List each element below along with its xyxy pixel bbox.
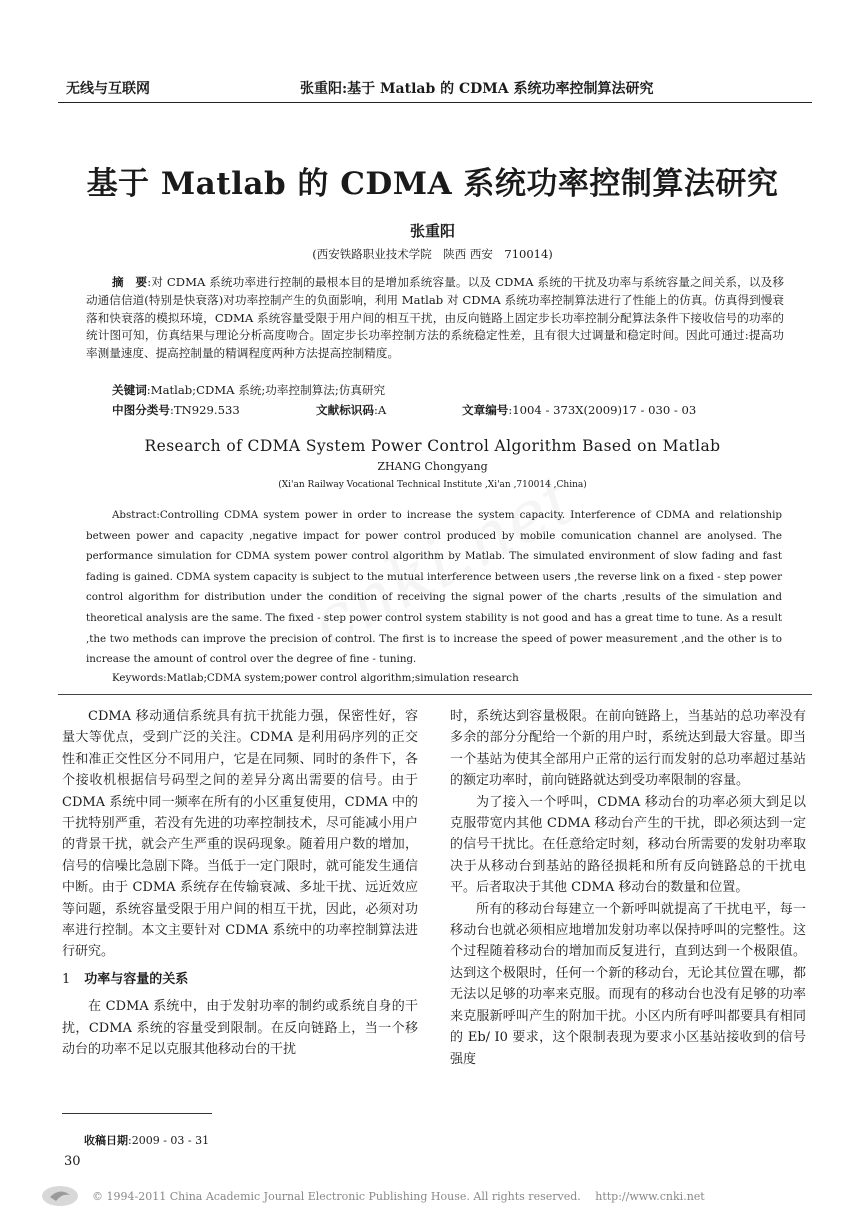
- received-date-label: 收稿日期: [84, 1134, 128, 1147]
- page-number: 30: [64, 1154, 81, 1169]
- body-paragraph: 在 CDMA 系统中，由于发射功率的制约或系统自身的干扰，CDMA 系统的容量受到限制。在反向链路上，当一个移动台的功率不足以克服其他移动台的干扰: [62, 999, 418, 1058]
- body-divider: [58, 694, 812, 695]
- author-name: 张重阳: [409, 222, 455, 240]
- abstract-english: Abstract:Controlling CDMA system power in order to increase the system capacity. Interference of CDMA and relationship between power and capacity ,negative impact for power control produced by mobile comunication channel are anolysed. The performance simulation for CDMA system power control algorithm by Matlab. The simulated environment of slow fading and fast fading is gained. CDMA system capacity is subject to the mutual interference between users ,the reverse link on a fixed - step power control algorithm for distribution under the condition of receiving the signal power of the charts ,results of the simulation and theoretical analysis are the same. The fixed - step power control system stability is not good and has a great time to tune. As a result ,the two methods can improve the precision of control. The first is to increase the speed of power measurement ,and the other is to increase the amount of control over the degree of fine - tuning.: [86, 509, 782, 666]
- running-title: 张重阳:基于 Matlab 的 CDMA 系统功率控制算法研究: [300, 81, 654, 97]
- abstract-chinese: [86, 274, 784, 363]
- body-paragraph: 为了接入一个呼叫，CDMA 移动台的功率必须大到足以克服带宽内其他 CDMA 移动台产生的干扰，即必须达到一定的信号干扰比。在任意给定时刻，移动台所需要的发射功率取决于从移动台到基站的路径损耗和所有反向链路总的干扰电平。后者取决于其他 CDMA 移动台的数量和位置。: [450, 794, 806, 896]
- keywords-cn-label: 关键词: [112, 383, 147, 397]
- classification-label: 中图分类号: [112, 403, 170, 417]
- article-number: [462, 402, 696, 418]
- footnote-divider: [62, 1113, 212, 1114]
- keywords-chinese: [112, 382, 385, 398]
- doc-code-label: 文献标识码: [316, 403, 374, 417]
- body-paragraph: 所有的移动台每建立一个新呼叫就提高了干扰电平，每一移动台也就必须相应地增加发射功率以保持呼叫的完整性。这个过程随着移动台的增加而反复进行，直到达到一个极限值。达到这个极限时，任何一个新的移动台，无论其位置在哪，都无法以足够的功率来克服。而现有的移动台也没有足够的功率来克服新呼叫产生的附加干扰。小区内所有呼叫都要具有相同的 Eb/ I0 要求，这个限制表现为要求小区基站接收到的信号强度: [450, 901, 806, 1067]
- paper-title: 基于 Matlab 的 CDMA 系统功率控制算法研究: [86, 166, 779, 202]
- abstract-cn-label: 摘 要: [112, 275, 148, 289]
- keywords-english: Keywords:Matlab;CDMA system;power control algorithm;simulation research: [112, 672, 519, 684]
- abstract-cn-text: :对 CDMA 系统功率进行控制的最根本目的是增加系统容量。以及 CDMA 系统的干扰及功率与系统容量之间关系，以及移动通信信道(特别是快衰落)对功率控制产生的负面影响，利用 Matlab 对 CDMA 系统功率控制算法进行了性能上的仿真。仿真得到慢衰落和快衰落的模拟环境，CDMA 系统容量受限于用户间的相互干扰，由反向链路上固定步长功率控制分配算法条件下接收信号的功率的统计图可知，仿真结果与理论分析高度吻合。固定步长功率控制方法的系统稳定性差，且有很大过调量和稳定时间。因此可通过:提高功率测量速度、提高控制量的精调程度两种方法提高控制精度。: [86, 275, 784, 361]
- received-date: [84, 1132, 209, 1148]
- keywords-cn-text: :Matlab;CDMA 系统;功率控制算法;仿真研究: [146, 383, 386, 397]
- header-divider: [58, 102, 812, 103]
- section-heading: [62, 969, 418, 990]
- body-paragraph: 时，系统达到容量极限。在前向链路上，当基站的总功率没有多余的部分分配给一个新的用户时，系统达到最大容量。即当一个基站为使其全部用户正常的运行而发射的总功率超过基站的额定功率时，前向链路就达到受功率限制的容量。: [450, 709, 806, 789]
- body-column-left: [62, 706, 418, 1061]
- english-title: Research of CDMA System Power Control Algorithm Based on Matlab: [144, 437, 721, 455]
- english-affiliation: (Xi'an Railway Vocational Technical Institute ,Xi'an ,710014 ,China): [278, 480, 587, 490]
- body-paragraph: CDMA 移动通信系统具有抗干扰能力强，保密性好，容量大等优点，受到广泛的关注。CDMA 是利用码序列的正交性和准正交性区分不同用户，它是在同频、同时的条件下，各个接收机根据信号码型之间的差异分离出需要的信号。由于 CDMA 系统中同一频率在所有的小区重复使用，CDMA 中的干扰特别严重，若没有先进的功率控制技术，尽可能减小用户的背景干扰，就会产生严重的误码现象。随着用户数的增加，信号的信噪比急剧下降。当低于一定门限时，就可能发生通信中断。由于 CDMA 系统存在传输衰减、多址干扰、远近效应等问题，系统容量受限于用户间的相互干扰，因此，必须对功率进行控制。本文主要针对 CDMA 系统中的功率控制算法进行研究。: [62, 709, 418, 960]
- author-affiliation: (西安铁路职业技术学院 陕西 西安 710014): [312, 247, 553, 261]
- journal-section-label: 无线与互联网: [66, 81, 150, 97]
- document-code: [316, 402, 386, 418]
- body-column-right: [450, 706, 806, 1070]
- section-title: 功率与容量的关系: [84, 971, 189, 987]
- classification-value: :TN929.533: [169, 403, 240, 417]
- article-no-label: 文章编号: [462, 403, 509, 417]
- article-no-value: :1004 - 373X(2009)17 - 030 - 03: [508, 403, 697, 417]
- received-date-value: :2009 - 03 - 31: [128, 1134, 210, 1147]
- classification-number: [112, 402, 240, 418]
- cnki-logo-icon: [40, 1183, 80, 1209]
- doc-code-value: :A: [373, 403, 387, 417]
- copyright-notice: © 1994-2011 China Academic Journal Electronic Publishing House. All rights reserved. http://www.cnki.net: [92, 1190, 705, 1203]
- section-number: 1: [62, 971, 71, 987]
- english-author: ZHANG Chongyang: [377, 460, 488, 473]
